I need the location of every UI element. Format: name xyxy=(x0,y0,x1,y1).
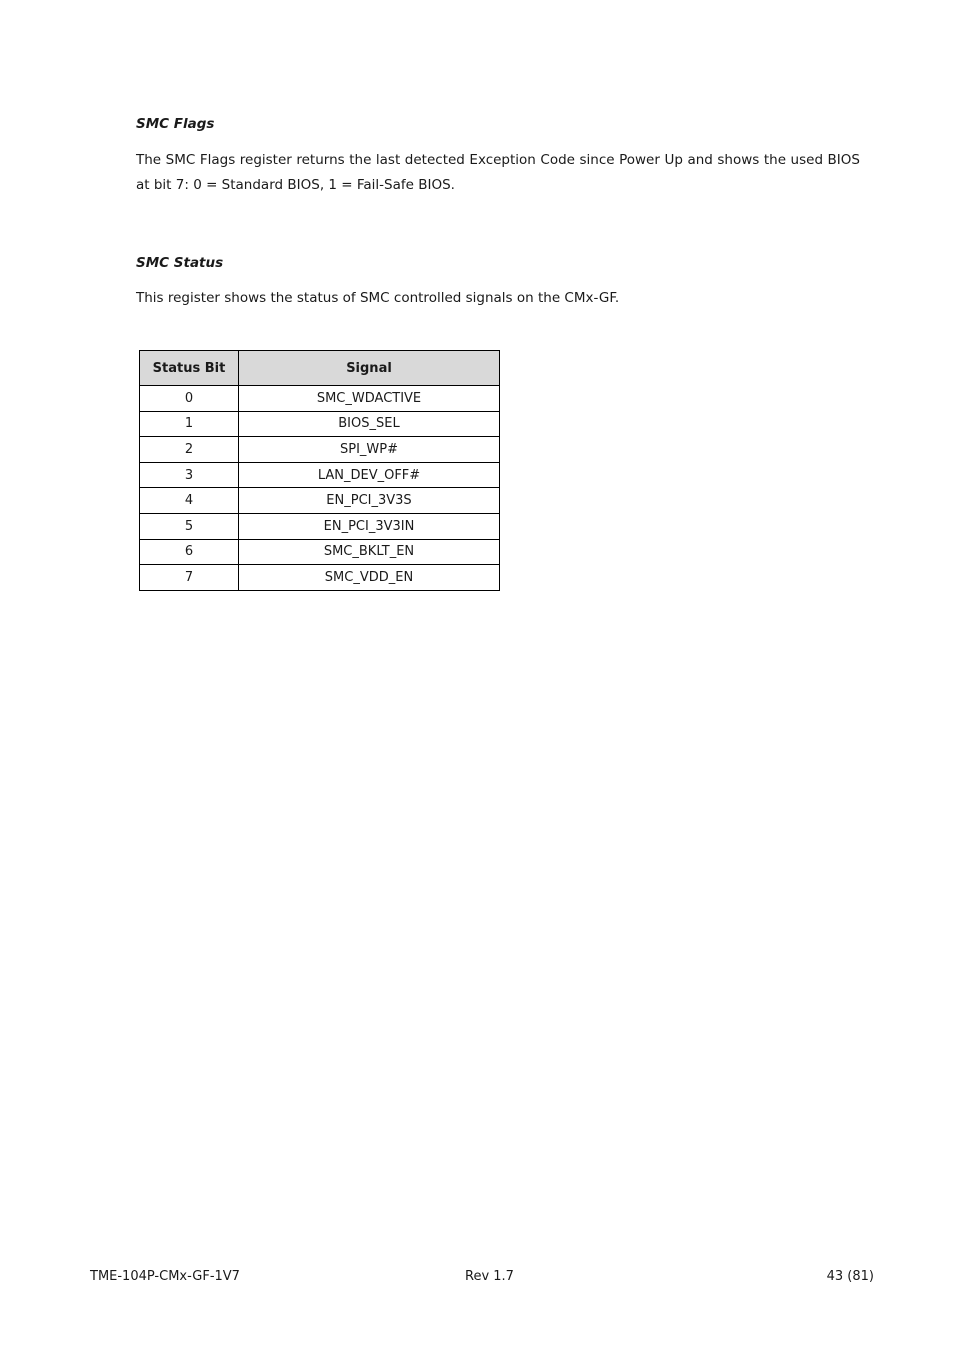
footer-document-id: TME-104P-CMx-GF-1V7 xyxy=(90,1269,240,1284)
cell-status-bit: 0 xyxy=(140,386,239,412)
section-text-smc-flags: The SMC Flags register returns the last detected Exception Code since Power Up and shows the used BIOS at bit 7: 0 = Standard BIOS, 1 = Fail-Safe BIOS. xyxy=(136,152,860,193)
cell-signal: SPI_WP# xyxy=(239,437,500,463)
cell-signal: BIOS_SEL xyxy=(239,411,500,437)
table-header-row xyxy=(140,351,500,386)
status-signal-table xyxy=(139,350,500,591)
cell-signal: EN_PCI_3V3S xyxy=(239,488,500,514)
column-header-status-bit: Status Bit xyxy=(140,351,239,386)
cell-signal: SMC_VDD_EN xyxy=(239,565,500,591)
section-heading-smc-flags: SMC Flags xyxy=(136,116,215,132)
table-row xyxy=(140,462,500,488)
table-row xyxy=(140,386,500,412)
cell-signal: LAN_DEV_OFF# xyxy=(239,462,500,488)
footer-revision: Rev 1.7 xyxy=(465,1269,514,1284)
table-row xyxy=(140,437,500,463)
table-row xyxy=(140,539,500,565)
cell-status-bit: 6 xyxy=(140,539,239,565)
footer-page-number: 43 (81) xyxy=(826,1269,874,1284)
cell-status-bit: 3 xyxy=(140,462,239,488)
cell-signal: SMC_WDACTIVE xyxy=(239,386,500,412)
cell-signal: SMC_BKLT_EN xyxy=(239,539,500,565)
table-row xyxy=(140,565,500,591)
cell-status-bit: 7 xyxy=(140,565,239,591)
table-row xyxy=(140,488,500,514)
table-row xyxy=(140,513,500,539)
cell-status-bit: 1 xyxy=(140,411,239,437)
cell-status-bit: 5 xyxy=(140,513,239,539)
column-header-signal: Signal xyxy=(239,351,500,386)
cell-status-bit: 4 xyxy=(140,488,239,514)
table-row xyxy=(140,411,500,437)
section-text-smc-status: This register shows the status of SMC controlled signals on the CMx-GF. xyxy=(136,290,620,306)
cell-signal: EN_PCI_3V3IN xyxy=(239,513,500,539)
section-heading-smc-status: SMC Status xyxy=(136,255,224,271)
cell-status-bit: 2 xyxy=(140,437,239,463)
